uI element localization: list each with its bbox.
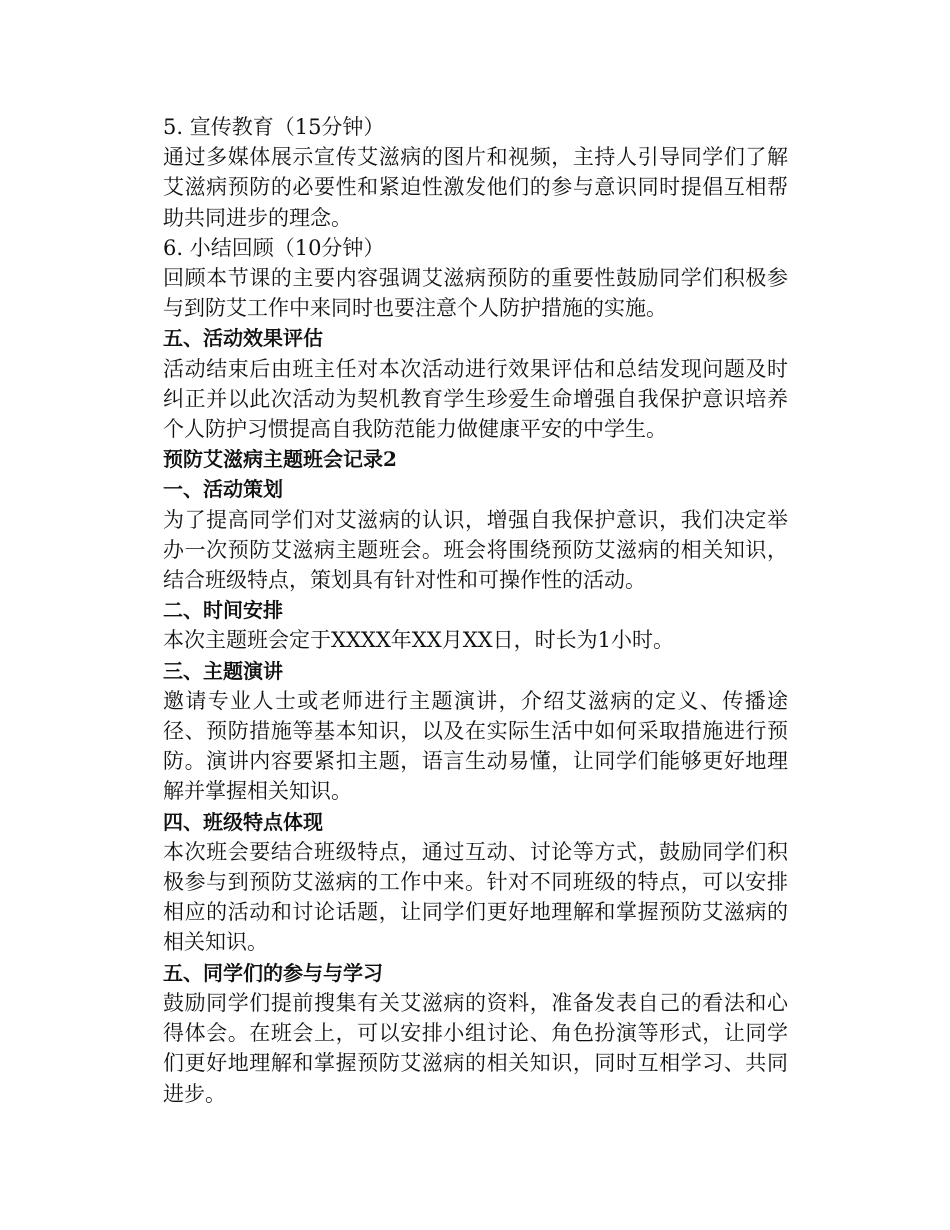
paragraph-planning: 为了提高同学们对艾滋病的认识，增强自我保护意识，我们决定举办一次预防艾滋病主题班会。班会将围绕预防艾滋病的相关知识，结合班级特点，策划具有针对性和可操作性的活动。 bbox=[163, 507, 788, 593]
paragraph-summary: 回顾本节课的主要内容强调艾滋病预防的重要性鼓励同学们积极参与到防艾工作中来同时也要注意个人防护措施的实施。 bbox=[163, 266, 788, 321]
paragraph-promotion: 通过多媒体展示宣传艾滋病的图片和视频，主持人引导同学们了解艾滋病预防的必要性和紧迫性激发他们的参与意识同时提倡互相帮助共同进步的理念。 bbox=[163, 145, 788, 230]
paragraph-speech: 邀请专业人士或老师进行主题演讲，介绍艾滋病的定义、传播途径、预防措施等基本知识，以及在实际生活中如何采取措施进行预防。演讲内容要紧扣主题，语言生动易懂，让同学们能够更好地理解并掌握相关知识。 bbox=[163, 688, 788, 804]
heading-planning: 一、活动策划 bbox=[163, 477, 283, 502]
paragraph-evaluation: 活动结束后由班主任对本次活动进行效果评估和总结发现问题及时纠正并以此次活动为契机教育学生珍爱生命增强自我保护意识培养个人防护习惯提高自我防范能力做健康平安的中学生。 bbox=[163, 356, 788, 442]
heading-class-features: 四、班级特点体现 bbox=[163, 809, 323, 834]
document-body bbox=[163, 112, 788, 1109]
paragraph-schedule: 本次主题班会定于XXXX年XX月XX日，时长为1小时。 bbox=[163, 628, 674, 653]
section-item-promotion: 5. 宣传教育（15分钟） bbox=[163, 115, 385, 139]
section-item-summary: 6. 小结回顾（10分钟） bbox=[163, 235, 385, 260]
paragraph-participation: 鼓励同学们提前搜集有关艾滋病的资料，准备发表自己的看法和心得体会。在班会上，可以安排小组讨论、角色扮演等形式，让同学们更好地理解和掌握预防艾滋病的相关知识，同时互相学习、共同进步。 bbox=[163, 990, 788, 1106]
heading-participation: 五、同学们的参与与学习 bbox=[163, 960, 383, 985]
heading-speech: 三、主题演讲 bbox=[163, 658, 283, 683]
document-title: 预防艾滋病主题班会记录2 bbox=[163, 447, 397, 472]
heading-schedule: 二、时间安排 bbox=[163, 598, 283, 623]
paragraph-class-features: 本次班会要结合班级特点，通过互动、讨论等方式，鼓励同学们积极参与到预防艾滋病的工作中来。针对不同班级的特点，可以安排相应的活动和讨论话题，让同学们更好地理解和掌握预防艾滋病的相关知识。 bbox=[163, 839, 788, 955]
heading-evaluation: 五、活动效果评估 bbox=[163, 326, 323, 351]
